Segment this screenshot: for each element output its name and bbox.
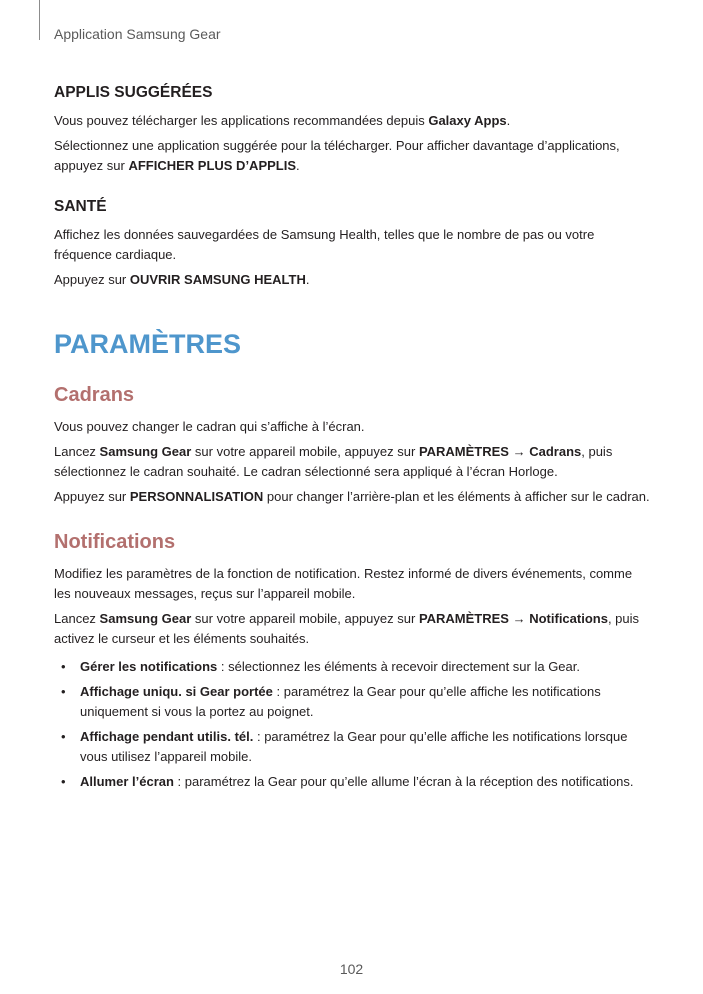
list-item: • Affichage pendant utilis. tél. : paramétrez la Gear pour qu’elle affiche les notifications lorsque vous utilisez l’appareil mobile.: [61, 729, 628, 764]
ouvrir-health-term: OUVRIR SAMSUNG HEALTH: [129, 272, 306, 287]
notifications-paragraph-2: Lancez Samsung Gear sur votre appareil mobile, appuyez sur PARAMÈTRES → Notifications, puis activez le curseur et les éléments souhaités.: [54, 611, 640, 646]
page-header: Application Samsung Gear: [54, 26, 221, 42]
list-item: • Affichage uniqu. si Gear portée : paramétrez la Gear pour qu’elle affiche les notifications uniquement si vous la portez au poignet.: [61, 684, 601, 719]
applis-paragraph-2: Sélectionnez une application suggérée pour la télécharger. Pour afficher davantage d’applications, appuyez sur AFFICHER PLUS D’APPLIS.: [54, 138, 620, 173]
bullet-icon: •: [61, 659, 66, 674]
applis-heading: APPLIS SUGGÉRÉES: [54, 84, 213, 101]
cadrans-paragraph-1: Vous pouvez changer le cadran qui s’affiche à l’écran.: [54, 419, 365, 434]
sante-paragraph-2: Appuyez sur OUVRIR SAMSUNG HEALTH.: [54, 272, 310, 287]
header-rule: [39, 0, 40, 40]
sante-heading: SANTÉ: [54, 198, 107, 215]
bullet-icon: •: [61, 774, 66, 789]
galaxy-apps-term: Galaxy Apps: [428, 113, 507, 128]
afficher-plus-term: AFFICHER PLUS D’APPLIS: [128, 158, 297, 173]
cadrans-heading: Cadrans: [54, 384, 135, 406]
page-content: [54, 84, 650, 797]
cadrans-paragraph-3: Appuyez sur PERSONNALISATION pour changer l’arrière-plan et les éléments à afficher sur le cadran.: [54, 489, 650, 504]
notifications-paragraph-1: Modifiez les paramètres de la fonction de notification. Restez informé de divers événements, comme les nouveaux messages, reçus sur l’appareil mobile.: [54, 566, 633, 601]
parametres-title: PARAMÈTRES: [54, 329, 242, 359]
arrow-icon: →: [508, 444, 530, 459]
notifications-bullet-list: [54, 657, 650, 792]
sante-paragraph-1: Affichez les données sauvegardées de Samsung Health, telles que le nombre de pas ou votre fréquence cardiaque.: [54, 227, 595, 262]
list-item: • Allumer l’écran : paramétrez la Gear pour qu’elle allume l’écran à la réception des notifications.: [54, 772, 650, 792]
applis-paragraph-1: Vous pouvez télécharger les applications recommandées depuis Galaxy Apps.: [54, 113, 511, 128]
notifications-heading: Notifications: [54, 531, 176, 553]
list-item: • Gérer les notifications : sélectionnez les éléments à recevoir directement sur la Gear.: [54, 657, 650, 677]
cadrans-paragraph-2: Lancez Samsung Gear sur votre appareil mobile, appuyez sur PARAMÈTRES → Cadrans, puis sélectionnez le cadran souhaité. Le cadran sélectionné sera appliqué à l’écran Horloge.: [54, 444, 613, 479]
bullet-icon: •: [61, 729, 66, 744]
arrow-icon: →: [508, 611, 530, 626]
bullet-icon: •: [61, 684, 66, 699]
page-number: 102: [339, 961, 364, 977]
